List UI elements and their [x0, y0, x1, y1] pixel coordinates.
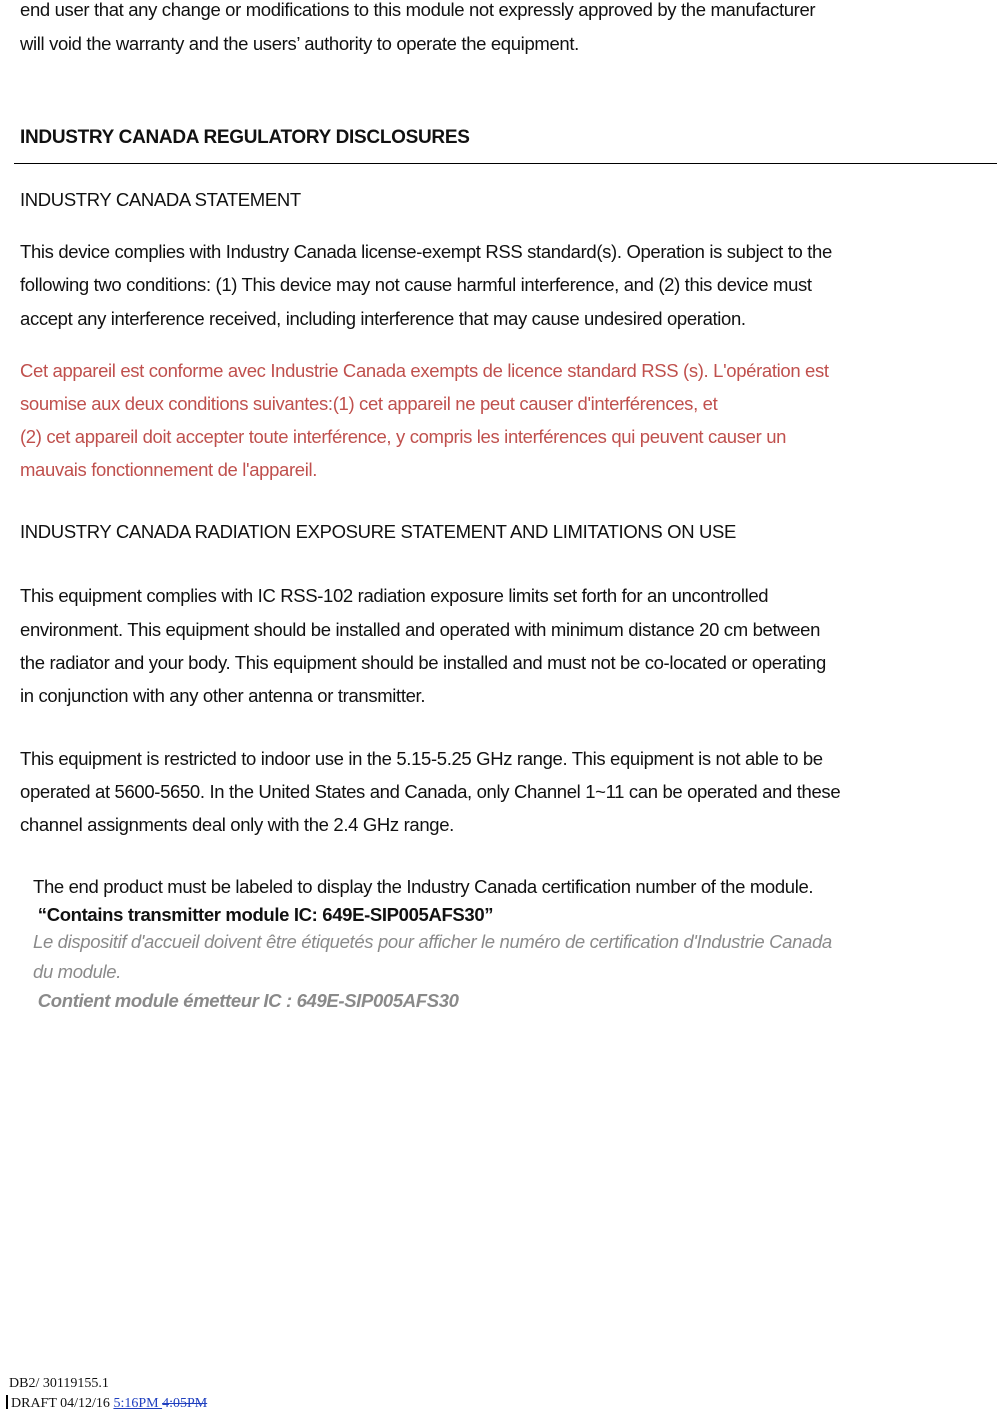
statement-fr-line: (2) cet appareil doit accepter toute interférence, y compris les interférences qui peuvent causer un: [20, 426, 787, 447]
label-fr-line-1: Le dispositif d'accueil doivent être étiquetés pour afficher le numéro de certification d'Industrie Canada: [33, 931, 832, 952]
label-requirement: The end product must be labeled to display the Industry Canada certification number of the module.: [33, 876, 814, 897]
intro-line-1: end user that any change or modifications to this module not expressly approved by the manufacturer: [20, 0, 816, 20]
footer-doc-id: DB2/ 30119155.1: [9, 1376, 109, 1391]
statement-fr-line: soumise aux deux conditions suivantes:(1) cet appareil ne peut causer d'interférences, et: [20, 393, 718, 414]
radiation-p2-line: This equipment is restricted to indoor use in the 5.15-5.25 GHz range. This equipment is not able to be: [20, 748, 823, 769]
draft-date: DRAFT 04/12/16: [11, 1396, 114, 1411]
radiation-p1-line: environment. This equipment should be installed and operated with minimum distance 20 cm between: [20, 619, 821, 640]
label-fr-line-2: du module.: [33, 961, 122, 982]
statement-fr-line: mauvais fonctionnement de l'appareil.: [20, 459, 318, 480]
radiation-p2-line: operated at 5600-5650. In the United States and Canada, only Channel 1~11 can be operated and these: [20, 781, 841, 802]
statement-en-line: following two conditions: (1) This device may not cause harmful interference, and (2) this device must: [20, 274, 812, 295]
heading-rule: [14, 163, 997, 164]
radiation-p1-line: the radiator and your body. This equipment should be installed and must not be co-located or operating: [20, 652, 826, 673]
section-heading: INDUSTRY CANADA REGULATORY DISCLOSURES: [20, 127, 470, 148]
statement-title: INDUSTRY CANADA STATEMENT: [20, 189, 301, 210]
deleted-time: 4:05PM: [162, 1396, 208, 1411]
inserted-time: 5:16PM: [113, 1396, 163, 1411]
footer-draft: [6, 1395, 207, 1413]
label-ic-statement: “Contains transmitter module IC: 649E-SIP005AFS30”: [33, 904, 494, 925]
statement-fr-line: Cet appareil est conforme avec Industrie Canada exempts de licence standard RSS (s). L'opération est: [20, 360, 829, 381]
radiation-title: INDUSTRY CANADA RADIATION EXPOSURE STATEMENT AND LIMITATIONS ON USE: [20, 521, 736, 542]
change-bar: [6, 1395, 8, 1409]
statement-en-line: This device complies with Industry Canada license-exempt RSS standard(s). Operation is subject to the: [20, 241, 832, 262]
intro-line-2: will void the warranty and the users’ authority to operate the equipment.: [20, 33, 579, 54]
radiation-p1-line: in conjunction with any other antenna or transmitter.: [20, 685, 426, 706]
statement-en-line: accept any interference received, including interference that may cause undesired operation.: [20, 308, 746, 329]
radiation-p1-line: This equipment complies with IC RSS-102 radiation exposure limits set forth for an uncontrolled: [20, 585, 769, 606]
radiation-p2-line: channel assignments deal only with the 2.4 GHz range.: [20, 814, 454, 835]
label-fr-ic-statement: Contient module émetteur IC : 649E-SIP005AFS30: [33, 990, 459, 1011]
